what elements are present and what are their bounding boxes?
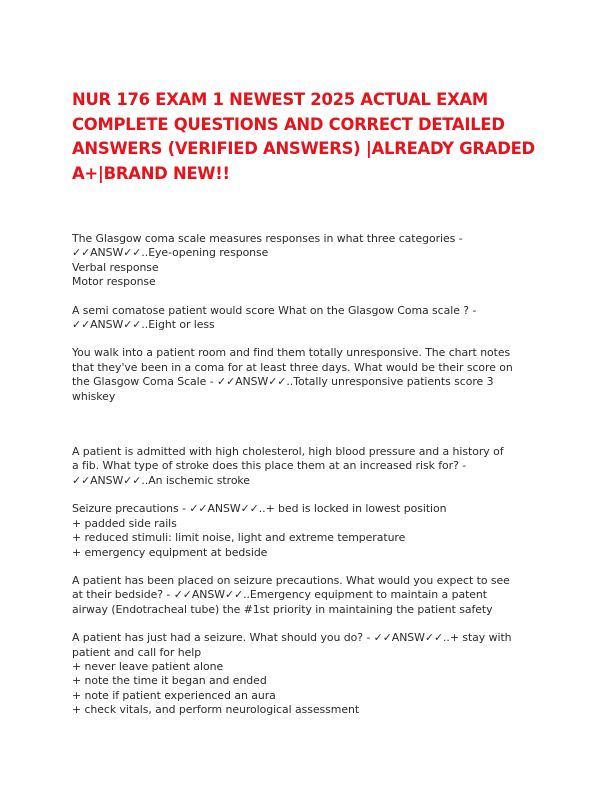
qa-line: You walk into a patient room and find them totally unresponsive. The chart notes bbox=[72, 346, 511, 360]
qa-line: ✓✓ANSW✓✓..An ischemic stroke bbox=[72, 473, 250, 487]
qa-line: + emergency equipment at bedside bbox=[72, 545, 268, 559]
qa-line: The Glasgow coma scale measures responses in what three categories - bbox=[72, 232, 463, 245]
qa-line: ✓✓ANSW✓✓..Eye-opening response bbox=[72, 246, 269, 260]
qa-bedside-equipment bbox=[72, 574, 542, 617]
qa-line: ✓✓ANSW✓✓..Eight or less bbox=[72, 318, 215, 332]
qa-line: A patient has just had a seizure. What should you do? - ✓✓ANSW✓✓..+ stay with bbox=[72, 631, 512, 645]
qa-line: A patient has been placed on seizure precautions. What would you expect to see bbox=[72, 573, 510, 587]
qa-line: A patient is admitted with high cholesterol, high blood pressure and a history of bbox=[72, 445, 504, 459]
qa-after-seizure bbox=[72, 631, 542, 717]
qa-line: whiskey bbox=[72, 389, 116, 403]
qa-line: a fib. What type of stroke does this place them at an increased risk for? - bbox=[72, 459, 467, 473]
qa-line: + padded side rails bbox=[72, 516, 177, 530]
title-line: A+|BRAND NEW!! bbox=[72, 163, 230, 183]
qa-line: + reduced stimuli: limit noise, light and extreme temperature bbox=[72, 531, 406, 545]
qa-line: that they've been in a coma for at least three days. What would be their score on bbox=[72, 360, 513, 374]
document-title bbox=[72, 88, 542, 186]
qa-line: + note if patient experienced an aura bbox=[72, 688, 276, 702]
qa-line: A semi comatose patient would score What on the Glasgow Coma scale ? - bbox=[72, 303, 477, 317]
qa-line: + never leave patient alone bbox=[72, 659, 224, 673]
qa-line: + check vitals, and perform neurological assessment bbox=[72, 703, 360, 717]
qa-line: patient and call for help bbox=[72, 645, 202, 659]
qa-line: Seizure precautions - ✓✓ANSW✓✓..+ bed is locked in lowest position bbox=[72, 502, 447, 516]
qa-semi-comatose bbox=[72, 304, 542, 333]
qa-unresponsive-patient bbox=[72, 346, 542, 404]
qa-line: airway (Endotracheal tube) the #1st priority in maintaining the patient safety bbox=[72, 602, 493, 616]
title-line: COMPLETE QUESTIONS AND CORRECT DETAILED bbox=[72, 114, 505, 134]
title-line: ANSWERS (VERIFIED ANSWERS) |ALREADY GRADED bbox=[72, 139, 535, 158]
qa-seizure-precautions bbox=[72, 502, 542, 560]
qa-line: Motor response bbox=[72, 275, 156, 289]
qa-line: Verbal response bbox=[72, 260, 159, 274]
qa-line: + note the time it began and ended bbox=[72, 674, 267, 688]
qa-glasgow-categories bbox=[72, 232, 542, 290]
title-line: NUR 176 EXAM 1 NEWEST 2025 ACTUAL EXAM bbox=[72, 90, 488, 109]
qa-line: the Glasgow Coma Scale - ✓✓ANSW✓✓..Totally unresponsive patients score 3 bbox=[72, 375, 494, 389]
qa-line: at their bedside? - ✓✓ANSW✓✓..Emergency equipment to maintain a patent bbox=[72, 588, 488, 602]
qa-stroke-risk bbox=[72, 445, 542, 488]
